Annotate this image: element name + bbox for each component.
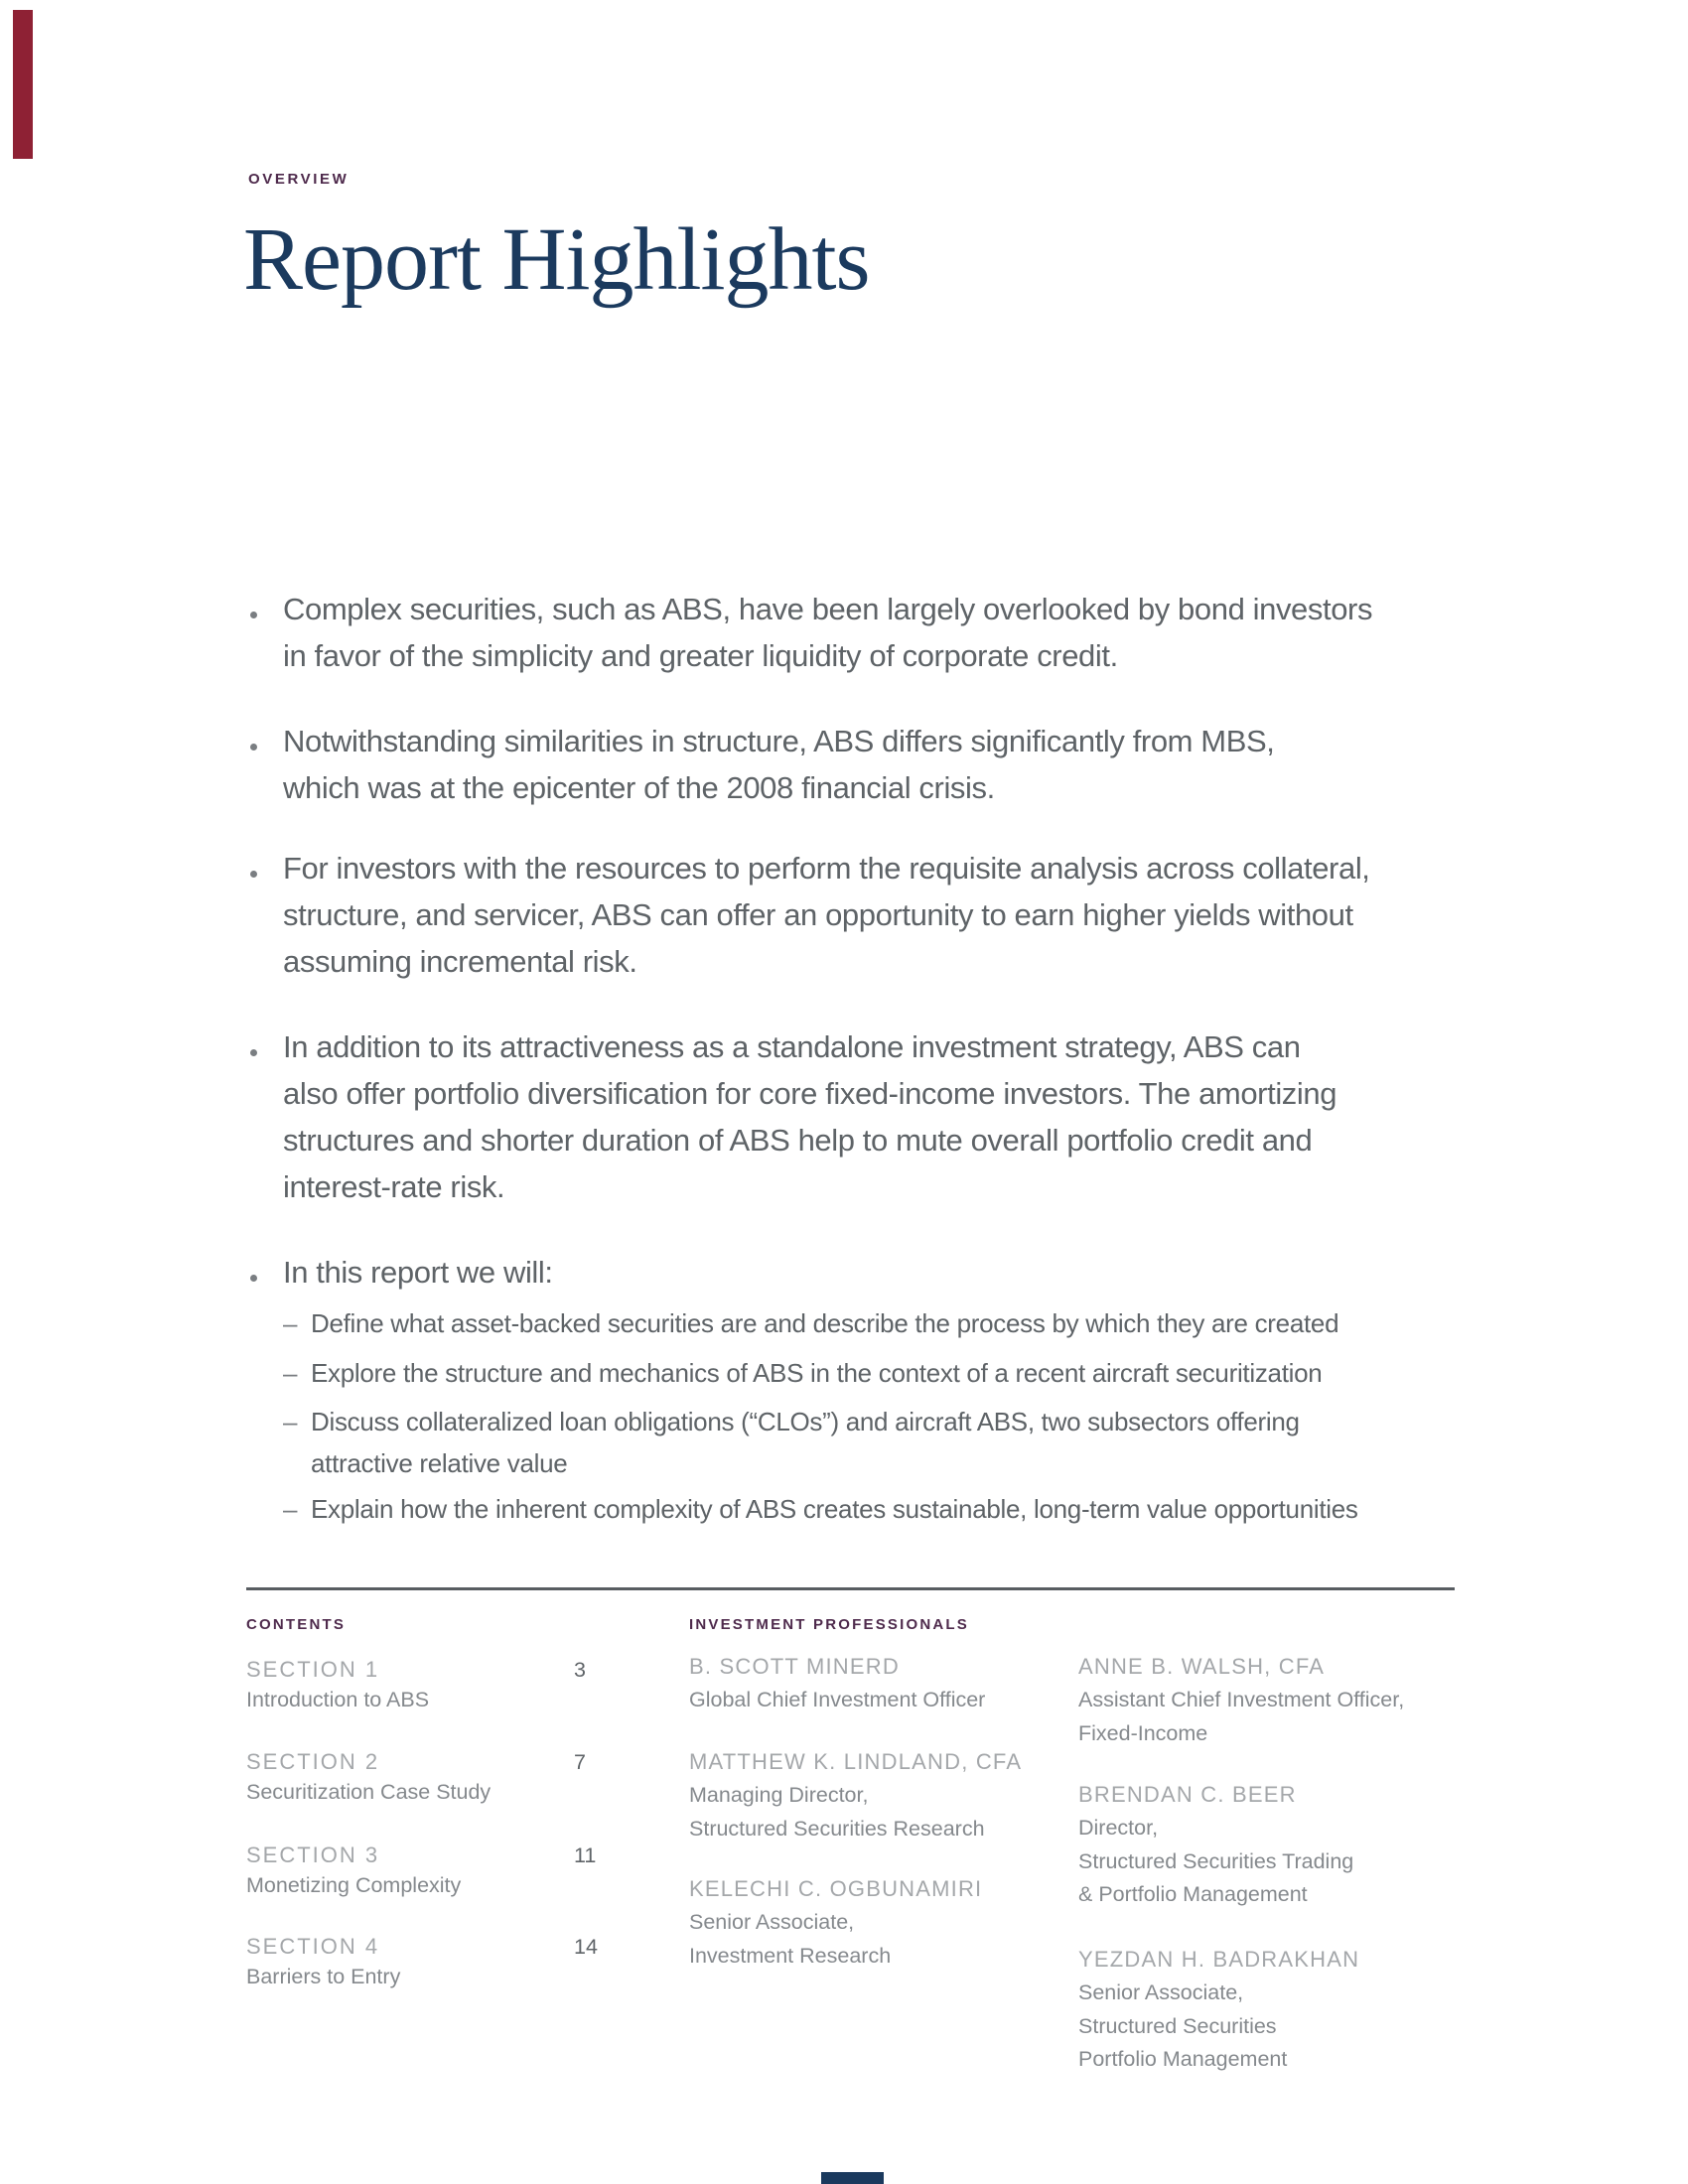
professionals-heading: INVESTMENT PROFESSIONALS bbox=[689, 1616, 969, 1633]
toc-section-title: Introduction to ABS bbox=[246, 1688, 430, 1711]
professional-card bbox=[1078, 1654, 1404, 1750]
professional-card bbox=[689, 1876, 982, 1973]
professional-title: & Portfolio Management bbox=[1078, 1882, 1308, 1906]
sub-bullet-item bbox=[311, 1302, 1338, 1344]
professional-title: Senior Associate, bbox=[689, 1910, 855, 1934]
bullet-line: which was at the epicenter of the 2008 financial crisis. bbox=[283, 770, 995, 805]
bullet-dot-icon bbox=[250, 871, 257, 878]
professional-title: Director, bbox=[1078, 1816, 1159, 1840]
toc-item bbox=[246, 1657, 663, 1712]
toc-section-label: SECTION 2 bbox=[246, 1749, 380, 1774]
dash-icon bbox=[283, 1401, 297, 1442]
toc-section-label: SECTION 3 bbox=[246, 1843, 380, 1867]
bullet-line: assuming incremental risk. bbox=[283, 944, 637, 979]
toc-item bbox=[246, 1843, 663, 1898]
top-left-accent-bar bbox=[13, 10, 33, 159]
professional-name: KELECHI C. OGBUNAMIRI bbox=[689, 1876, 983, 1901]
bullet-line: Notwithstanding similarities in structure, ABS differs significantly from MBS, bbox=[283, 724, 1275, 758]
professional-name: MATTHEW K. LINDLAND, CFA bbox=[689, 1749, 1023, 1774]
dash-icon bbox=[283, 1352, 297, 1394]
bullet-dot-icon bbox=[250, 612, 257, 618]
professional-name: BRENDAN C. BEER bbox=[1078, 1782, 1297, 1807]
sub-bullet-line: Discuss collateralized loan obligations (“CLOs”) and aircraft ABS, two subsectors offering bbox=[311, 1407, 1300, 1436]
professional-name: YEZDAN H. BADRAKHAN bbox=[1078, 1947, 1360, 1972]
toc-section-label: SECTION 4 bbox=[246, 1934, 380, 1959]
toc-item bbox=[246, 1934, 663, 1989]
professional-title: Investment Research bbox=[689, 1943, 892, 1968]
professional-name: ANNE B. WALSH, CFA bbox=[1078, 1654, 1326, 1679]
professional-title: Managing Director, bbox=[689, 1783, 869, 1807]
bullet-item bbox=[283, 1249, 553, 1296]
sub-bullet-line: Explain how the inherent complexity of ABS creates sustainable, long-term value opportunities bbox=[311, 1494, 1358, 1524]
dash-icon bbox=[283, 1488, 297, 1530]
dash-icon bbox=[283, 1302, 297, 1344]
bullet-line: structure, and servicer, ABS can offer an opportunity to earn higher yields without bbox=[283, 897, 1353, 932]
sub-bullet-line: Explore the structure and mechanics of ABS in the context of a recent aircraft securitization bbox=[311, 1358, 1323, 1388]
toc-section-label: SECTION 1 bbox=[246, 1657, 380, 1682]
page-footer-bar bbox=[821, 2172, 884, 2184]
professional-title: Structured Securities Research bbox=[689, 1816, 985, 1841]
bullet-line: in favor of the simplicity and greater liquidity of corporate credit. bbox=[283, 638, 1118, 673]
toc-page-number: 7 bbox=[574, 1750, 586, 1774]
bullet-dot-icon bbox=[250, 744, 257, 751]
toc-page-number: 14 bbox=[574, 1935, 598, 1959]
bullet-dot-icon bbox=[250, 1049, 257, 1056]
professional-title: Senior Associate, bbox=[1078, 1980, 1244, 2004]
toc-page-number: 3 bbox=[574, 1658, 586, 1682]
professional-card bbox=[689, 1654, 985, 1717]
professional-card bbox=[1078, 1947, 1359, 2077]
professional-title: Structured Securities Trading bbox=[1078, 1848, 1354, 1873]
professional-title: Global Chief Investment Officer bbox=[689, 1688, 986, 1711]
bullet-item bbox=[283, 586, 1372, 679]
sub-bullet-item bbox=[311, 1488, 1358, 1530]
bullet-dot-icon bbox=[250, 1275, 257, 1282]
professional-card bbox=[1078, 1782, 1353, 1912]
professional-title: Assistant Chief Investment Officer, bbox=[1078, 1688, 1405, 1711]
professional-title: Fixed-Income bbox=[1078, 1720, 1208, 1745]
professional-title: Structured Securities bbox=[1078, 2013, 1277, 2038]
bullet-line: In this report we will: bbox=[283, 1255, 553, 1290]
contents-heading: CONTENTS bbox=[246, 1616, 347, 1633]
bullet-item bbox=[283, 718, 1275, 811]
bullet-line: interest-rate risk. bbox=[283, 1169, 505, 1204]
bullet-item bbox=[283, 845, 1370, 985]
sub-bullet-item bbox=[311, 1352, 1322, 1394]
page-title: Report Highlights bbox=[243, 210, 870, 309]
sub-bullet-line: attractive relative value bbox=[311, 1448, 568, 1478]
toc-section-title: Monetizing Complexity bbox=[246, 1873, 462, 1897]
professional-card bbox=[689, 1749, 1022, 1845]
professional-title: Portfolio Management bbox=[1078, 2047, 1288, 2071]
toc-section-title: Barriers to Entry bbox=[246, 1965, 401, 1988]
bullet-line: also offer portfolio diversification for core fixed-income investors. The amortizing bbox=[283, 1076, 1337, 1111]
bullet-line: structures and shorter duration of ABS help to mute overall portfolio credit and bbox=[283, 1123, 1313, 1158]
sub-bullet-item bbox=[311, 1401, 1300, 1484]
toc-page-number: 11 bbox=[574, 1843, 597, 1867]
sub-bullet-line: Define what asset-backed securities are and describe the process by which they are created bbox=[311, 1308, 1339, 1338]
bullet-line: Complex securities, such as ABS, have been largely overlooked by bond investors bbox=[283, 592, 1373, 626]
bullet-line: For investors with the resources to perform the requisite analysis across collateral, bbox=[283, 851, 1370, 886]
professional-name: B. SCOTT MINERD bbox=[689, 1654, 900, 1679]
bullet-line: In addition to its attractiveness as a standalone investment strategy, ABS can bbox=[283, 1029, 1301, 1064]
toc-section-title: Securitization Case Study bbox=[246, 1780, 492, 1804]
bullet-item bbox=[283, 1024, 1336, 1210]
eyebrow-label: OVERVIEW bbox=[248, 171, 350, 188]
toc-item bbox=[246, 1749, 663, 1805]
section-divider bbox=[246, 1587, 1455, 1590]
